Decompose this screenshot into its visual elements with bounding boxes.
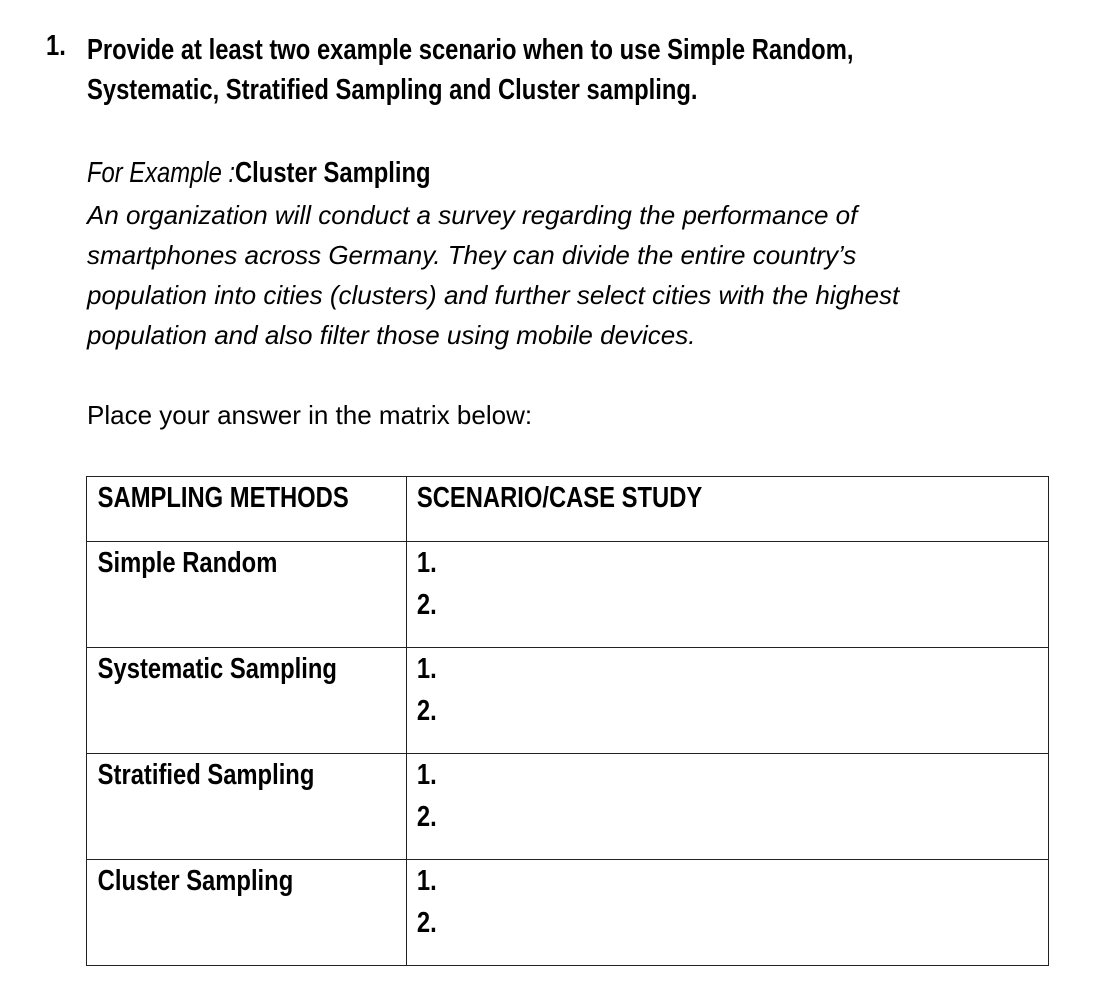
header-label: SCENARIO/CASE STUDY [416, 482, 703, 514]
scenario-number: 2. [416, 801, 437, 833]
matrix-header-row [87, 477, 1049, 542]
method-label: Stratified Sampling [97, 759, 315, 791]
question-text [87, 30, 853, 110]
example-line: smartphones across Germany. They can divide the entire country’s [87, 240, 857, 270]
method-cell [87, 860, 407, 966]
scenario-number: 1. [416, 547, 437, 579]
example-line: population and also filter those using mobile devices. [87, 320, 696, 350]
scenario-number: 2. [416, 907, 437, 939]
example-lead: For Example : [87, 157, 236, 189]
scenario-cell[interactable] [407, 648, 1049, 754]
scenario-list [407, 754, 437, 839]
question-number: 1. [46, 30, 66, 62]
matrix-row [87, 648, 1049, 754]
question-line: Systematic, Stratified Sampling and Cluster sampling. [87, 74, 698, 106]
matrix-row [87, 754, 1049, 860]
example-paragraph [87, 195, 1077, 355]
header-label: SAMPLING METHODS [97, 482, 349, 514]
scenario-number: 1. [416, 759, 437, 791]
scenario-list [407, 542, 437, 627]
scenario-cell[interactable] [407, 860, 1049, 966]
answer-matrix [86, 476, 1049, 966]
example-line: population into cities (clusters) and further select cities with the highest [87, 280, 900, 310]
method-label: Simple Random [97, 547, 278, 579]
matrix-row [87, 542, 1049, 648]
method-cell [87, 648, 407, 754]
example-method: Cluster Sampling [235, 157, 431, 189]
scenario-number: 2. [416, 589, 437, 621]
method-label: Systematic Sampling [97, 653, 337, 685]
scenario-number: 2. [416, 695, 437, 727]
method-cell [87, 754, 407, 860]
header-scenario-case-study [407, 477, 1049, 542]
instruction-text: Place your answer in the matrix below: [87, 400, 533, 430]
scenario-list [407, 860, 437, 945]
method-cell [87, 542, 407, 648]
scenario-cell[interactable] [407, 754, 1049, 860]
question-line: Provide at least two example scenario when to use Simple Random, [87, 34, 854, 66]
example-heading [87, 153, 431, 193]
matrix-row [87, 860, 1049, 966]
example-line: An organization will conduct a survey regarding the performance of [87, 200, 858, 230]
method-label: Cluster Sampling [97, 865, 294, 897]
scenario-list [407, 648, 437, 733]
header-sampling-methods [87, 477, 407, 542]
scenario-cell[interactable] [407, 542, 1049, 648]
scenario-number: 1. [416, 865, 437, 897]
scenario-number: 1. [416, 653, 437, 685]
